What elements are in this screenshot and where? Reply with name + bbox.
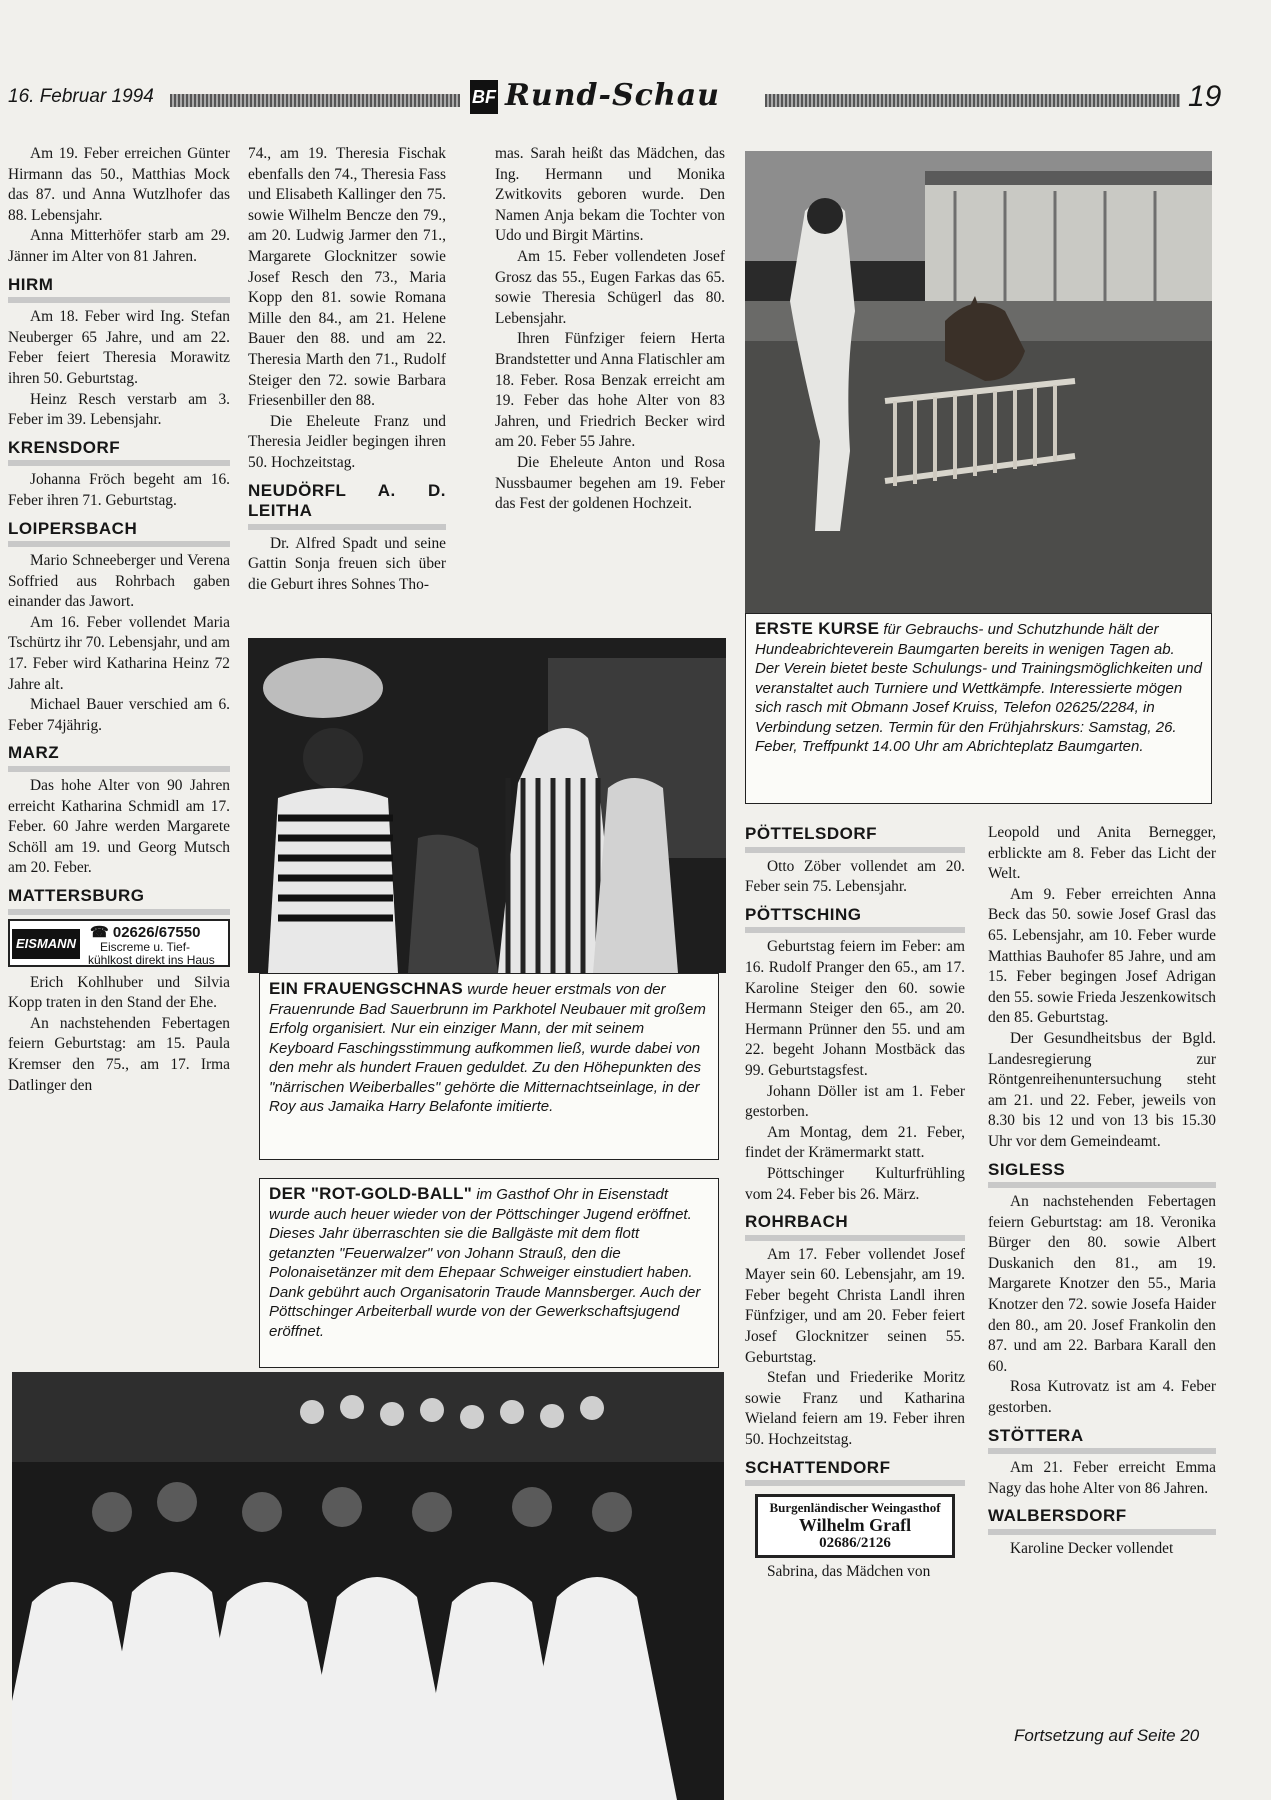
ad-text-2: kühlkost direkt ins Haus	[88, 952, 215, 967]
heading-krensdorf: KRENSDORF	[8, 437, 230, 467]
ad-text-1: Eiscreme u. Tief-	[100, 939, 191, 954]
heading-stoettera: STÖTTERA	[988, 1425, 1216, 1455]
paragraph: Die Eheleute Franz und Theresia Jeidler begingen ihren 50. Hochzeitstag.	[248, 412, 446, 471]
caption-lead: DER "ROT-GOLD-BALL"	[269, 1184, 473, 1203]
caption-text: wurde heuer erstmals von der Frauenrunde Bad Sauerbrunn im Parkhotel Neubauer mit großem Erfolg organisiert. Nur ein einziger Mann, der mit seinem Keyboard Faschingsstimmung aufkommen ließ, wurde dabei von den mehr als hundert Frauen geduldet. Zu den Höhepunkten des "närrischen Weiberballes" gehörte die Mitternachtseinlage, in der Roy aus Jamaika Harry Belafonte imitierte.	[269, 981, 706, 1115]
heading-poettelsdorf: PÖTTELSDORF	[745, 823, 965, 853]
paragraph: Pöttschinger Kulturfrühling vom 24. Feber bis 26. März.	[745, 1164, 965, 1203]
dog-training-photo	[745, 151, 1212, 613]
bf-logo: BF	[470, 80, 498, 114]
dog-photo-art	[745, 151, 1212, 613]
paragraph: Der Gesundheitsbus der Bgld. Landesregierung zur Röntgenreihenuntersuchung steht am 21. und 22. Feber, jeweils von 8.30 bis 12 und von 13 bis 15.30 Uhr vor dem Gemeindeamt.	[988, 1029, 1216, 1150]
column-4	[745, 823, 965, 1583]
paragraph: Erich Kohlhuber und Silvia Kopp traten in den Stand der Ehe.	[8, 973, 230, 1012]
page-number: 19	[1188, 80, 1222, 113]
paragraph: Heinz Resch verstarb am 3. Feber im 39. Lebensjahr.	[8, 390, 230, 429]
grafl-ad	[755, 1494, 955, 1558]
paragraph: Am 19. Feber erreichen Günter Hirmann das 50., Matthias Mock das 87. und Anna Wutzlhofer das 88. Lebensjahr.	[8, 145, 230, 224]
heading-schattendorf: SCHATTENDORF	[745, 1457, 965, 1487]
header-rule-left	[170, 94, 460, 107]
paragraph: Karoline Decker vollendet	[1010, 1540, 1174, 1557]
heading-sigless: SIGLESS	[988, 1159, 1216, 1189]
paragraph: Am 21. Feber erreicht Emma Nagy das hohe Alter von 86 Jahren.	[988, 1459, 1216, 1497]
paragraph: Johann Döller ist am 1. Feber gestorben.	[745, 1082, 965, 1121]
heading-neudoerfl: NEUDÖRFL A. D. LEITHA	[248, 480, 446, 530]
caption-lead: ERSTE KURSE	[755, 619, 880, 638]
paragraph: Rosa Kutrovatz ist am 4. Feber gestorben.	[988, 1378, 1216, 1417]
caption-lead: EIN FRAUENGSCHNAS	[269, 979, 464, 998]
ad-line: Burgenländischer Weingasthof	[769, 1500, 941, 1516]
paragraph: Otto Zöber vollendet am 20. Feber sein 75. Lebensjahr.	[745, 857, 965, 896]
heading-hirm: HIRM	[8, 274, 230, 304]
paragraph: Michael Bauer verschied am 6. Feber 74jährig.	[8, 696, 230, 734]
ad-phone: 02686/2126	[819, 1535, 891, 1552]
heading-walbersdorf: WALBERSDORF	[988, 1505, 1216, 1535]
heading-rohrbach: ROHRBACH	[745, 1211, 965, 1241]
caption-text: für Gebrauchs- und Schutzhunde hält der Hundeabrichteverein Baumgarten bereits in wenigen Tagen ab. Der Verein bietet beste Schulungs- und Trainingsmöglichkeiten und veranstaltet auch Turniere und Wettkämpfe. Interessierte mögen sich rasch mit Obmann Josef Kruiss, Telefon 02625/2284, in Verbindung setzen. Termin für den Frühjahrskurs: Samstag, 26. Feber, Treffpunkt 14.00 Uhr am Abrichteplatz Baumgarten.	[755, 621, 1202, 755]
dog-caption	[745, 613, 1212, 804]
frauengschnas-caption	[259, 973, 719, 1160]
paragraph: Dr. Alfred Spadt und seine Gattin Sonja freuen sich über die Geburt ihres Sohnes Tho-	[248, 534, 446, 593]
paragraph: Mario Schneeberger und Verena Soffried aus Rohrbach gaben einander das Jawort.	[8, 552, 230, 611]
ad-name: Wilhelm Grafl	[798, 1515, 912, 1536]
paragraph: Geburtstag feiern im Feber: am 16. Rudolf Pranger den 65., am 17. Karoline Steiger den 60. sowie Hermann Steiger den 65., am 20. Hermann Prünner den 55. und am 22. begeht Johann Mostbäck das 99. Geburtstagsfest.	[745, 938, 965, 1079]
paragraph: Am 16. Feber vollendet Maria Tschürtz ihr 70. Lebensjahr, und am 17. Feber wird Katharina Heinz 72 Jahre alt.	[8, 613, 230, 693]
heading-mattersburg: MATTERSBURG	[8, 885, 230, 915]
heading-marz: MARZ	[8, 742, 230, 772]
heading-poettsching: PÖTTSCHING	[745, 904, 965, 934]
paragraph: Anna Mitterhöfer starb am 29. Jänner im Alter von 81 Jahren.	[8, 227, 230, 265]
caption-text: im Gasthof Ohr in Eisenstadt wurde auch heuer wieder von der Pöttschinger Jugend eröffnet. Dieses Jahr überraschten sie die Ballgäste mit dem flott getanzten "Feuerwalzer" von Johann Strauß, den die Polonaisetänzer mit dem Ehepaar Schweiger einstudiert haben. Dank gebührt auch Organisatorin Traude Mannsberger. Auch der Pöttschinger Arbeiterball wurde von der Gewerkschaftsjugend eröffnet.	[269, 1186, 701, 1340]
paragraph: Am 18. Feber wird Ing. Stefan Neuberger 65 Jahre, und am 22. Feber feiert Theresia Morawitz ihren 50. Geburtstag.	[8, 308, 230, 387]
column-5	[988, 823, 1216, 1560]
rot-gold-ball-photo	[12, 1372, 724, 1800]
heading-loipersbach: LOIPERSBACH	[8, 518, 230, 548]
ad-phone: ☎ 02626/67550	[90, 923, 201, 941]
frauengschnas-photo	[248, 638, 726, 973]
issue-date: 16. Februar 1994	[8, 86, 154, 107]
paragraph: Stefan und Friederike Moritz sowie Franz und Katharina Wieland feiern am 19. Feber ihren 50. Hochzeitstag.	[745, 1369, 965, 1449]
paragraph: Leopold und Anita Bernegger, erblickte am 8. Feber das Licht der Welt.	[988, 824, 1216, 883]
paragraph: 74., am 19. Theresia Fischak ebenfalls den 74., Theresia Fass und Elisabeth Kallinger den 75. sowie Wilhelm Bencze den 79., am 20. Ludwig Jarmer den 71., Margarete Glocknitzer sowie Josef Resch den 73., Maria Kopp den 81. sowie Romana Mille den 84., am 21. Helene Bauer den 88. und am 22. Theresia Marth den 71., Rudolf Steiger den 72. sowie Barbara Friesenbiller den 88.	[248, 145, 446, 410]
column-3	[495, 144, 725, 515]
paragraph: An nachstehenden Febertagen feiern Geburtstag: am 15. Paula Kremser den 75., am 17. Irma Datlinger den	[8, 1014, 230, 1094]
rot-gold-ball-caption	[259, 1178, 719, 1368]
paragraph: Am 15. Feber vollendeten Josef Grosz das 55., Eugen Farkas das 65. sowie Theresia Schügerl das 80. Lebensjahr.	[495, 247, 725, 327]
paragraph: Ihren Fünfziger feiern Herta Brandstetter und Anna Flatischler am 18. Feber. Rosa Benzak erreicht am 19. Feber das hohe Alter von 83 Jahren, und Friedrich Becker wird am 20. Feber 55 Jahre.	[495, 330, 725, 451]
continued-note: Fortsetzung auf Seite 20	[1014, 1726, 1200, 1745]
eismann-ad	[8, 919, 230, 967]
header-rule-right	[765, 94, 1180, 107]
ball-photo-art	[12, 1372, 724, 1800]
paragraph: Am 17. Feber vollendet Josef Mayer sein 60. Lebensjahr, am 19. Feber begeht Christa Landl ihren Fünfziger, und am 20. Feber feiert Josef Glocknitzer seinen 55. Geburtstag.	[745, 1245, 965, 1366]
eismann-logo: EISMANN	[12, 929, 80, 959]
paragraph: Am Montag, dem 21. Feber, findet der Krämermarkt statt.	[745, 1123, 965, 1162]
paragraph: Am 9. Feber erreichten Anna Beck das 50. sowie Josef Grasl das 65. Lebensjahr, am 10. Feber wurde Matthias Bauhofer 85 Jahre, und am 15. Feber begingen Josef Adrigan den 55. sowie Frieda Jeszenkowitsch den 85. Geburtstag.	[988, 885, 1216, 1027]
paragraph: Das hohe Alter von 90 Jahren erreicht Katharina Schmidl am 17. Feber. 60 Jahre werden Margarete Schöll am 19. und Georg Mutsch am 20. Feber.	[8, 777, 230, 877]
paragraph: Johanna Fröch begeht am 16. Feber ihren 71. Geburtstag.	[8, 471, 230, 509]
column-1	[8, 144, 230, 1096]
paragraph: Sabrina, das Mädchen von	[767, 1563, 931, 1581]
paragraph: Die Eheleute Anton und Rosa Nussbaumer begehen am 19. Feber das Fest der goldenen Hochzeit.	[495, 453, 725, 513]
section-title: Rund-Schau	[505, 78, 720, 113]
paragraph: An nachstehenden Febertagen feiern Geburtstag: am 18. Veronika Bürger den 80. sowie Albert Duskanich den 81., am 19. Margarete Knotzer den 55., Maria Knotzer den 72. sowie Josefa Haider den 80., am 20. Josef Frankolin den 87. und am 22. Barbara Karall den 60.	[988, 1193, 1216, 1375]
column-2	[248, 144, 446, 595]
paragraph: mas. Sarah heißt das Mädchen, das Ing. Hermann und Monika Zwitkovits geboren wurde. Den Namen Anja bekam die Tochter von Udo und Birgit Märtins.	[495, 145, 725, 245]
dance-photo-art	[248, 638, 726, 973]
